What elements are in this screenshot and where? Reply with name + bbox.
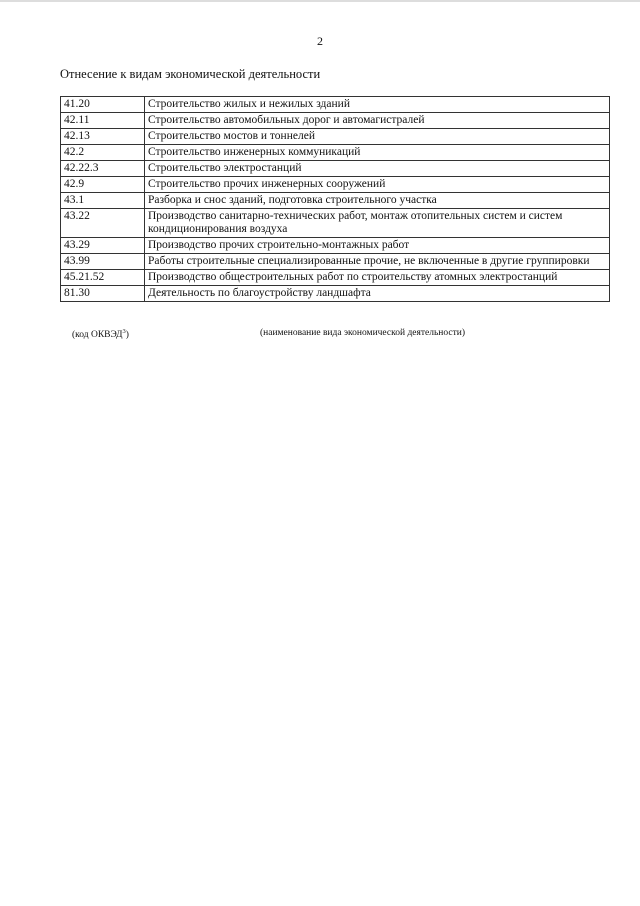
- activity-name-cell: Разборка и снос зданий, подготовка строительного участка: [145, 193, 610, 209]
- okved-code-cell: 43.29: [61, 238, 145, 254]
- table-row: [61, 270, 610, 286]
- table-row: [61, 97, 610, 113]
- activities-table-body: [61, 97, 610, 302]
- okved-code-cell: 43.1: [61, 193, 145, 209]
- table-row: [61, 129, 610, 145]
- activity-name-cell: Производство общестроительных работ по строительству атомных электростанций: [145, 270, 610, 286]
- activity-name-cell: Строительство электростанций: [145, 161, 610, 177]
- page-number: 2: [317, 34, 323, 48]
- table-row: [61, 286, 610, 302]
- activity-name-cell: Производство прочих строительно-монтажных работ: [145, 238, 610, 254]
- okved-code-cell: 42.11: [61, 113, 145, 129]
- table-row: [61, 254, 610, 270]
- activity-name-cell: Строительство прочих инженерных сооружений: [145, 177, 610, 193]
- activity-name-cell: Строительство жилых и нежилых зданий: [145, 97, 610, 113]
- okved-code-cell: 43.22: [61, 209, 145, 238]
- table-row: [61, 161, 610, 177]
- footnote-marker: 3: [122, 328, 126, 335]
- table-row: [61, 193, 610, 209]
- activity-name-cell: Деятельность по благоустройству ландшафта: [145, 286, 610, 302]
- activity-name-cell: Производство санитарно-технических работ, монтаж отопительных систем и систем кондиционирования воздуха: [145, 209, 610, 238]
- okved-code-cell: 45.21.52: [61, 270, 145, 286]
- table-row: [61, 177, 610, 193]
- okved-code-cell: 42.22.3: [61, 161, 145, 177]
- activity-name-cell: Строительство инженерных коммуникаций: [145, 145, 610, 161]
- activity-name-cell: Работы строительные специализированные прочие, не включенные в другие группировки: [145, 254, 610, 270]
- activity-name-cell: Строительство мостов и тоннелей: [145, 129, 610, 145]
- code-caption-text: (код ОКВЭД: [72, 330, 123, 341]
- table-row: [61, 113, 610, 129]
- table-row: [61, 145, 610, 161]
- name-column-caption: (наименование вида экономической деятельности): [260, 328, 465, 338]
- code-caption-close: ): [125, 330, 129, 341]
- okved-code-cell: 42.13: [61, 129, 145, 145]
- section-heading: Отнесение к видам экономической деятельности: [60, 67, 321, 81]
- okved-code-cell: 43.99: [61, 254, 145, 270]
- table-row: [61, 209, 610, 238]
- okved-code-cell: 42.2: [61, 145, 145, 161]
- scan-top-edge: [0, 0, 640, 2]
- okved-code-cell: 42.9: [61, 177, 145, 193]
- activity-name-cell: Строительство автомобильных дорог и автомагистралей: [145, 113, 610, 129]
- code-column-caption: [72, 328, 129, 340]
- okved-code-cell: 81.30: [61, 286, 145, 302]
- activities-table: [60, 96, 610, 302]
- table-row: [61, 238, 610, 254]
- okved-code-cell: 41.20: [61, 97, 145, 113]
